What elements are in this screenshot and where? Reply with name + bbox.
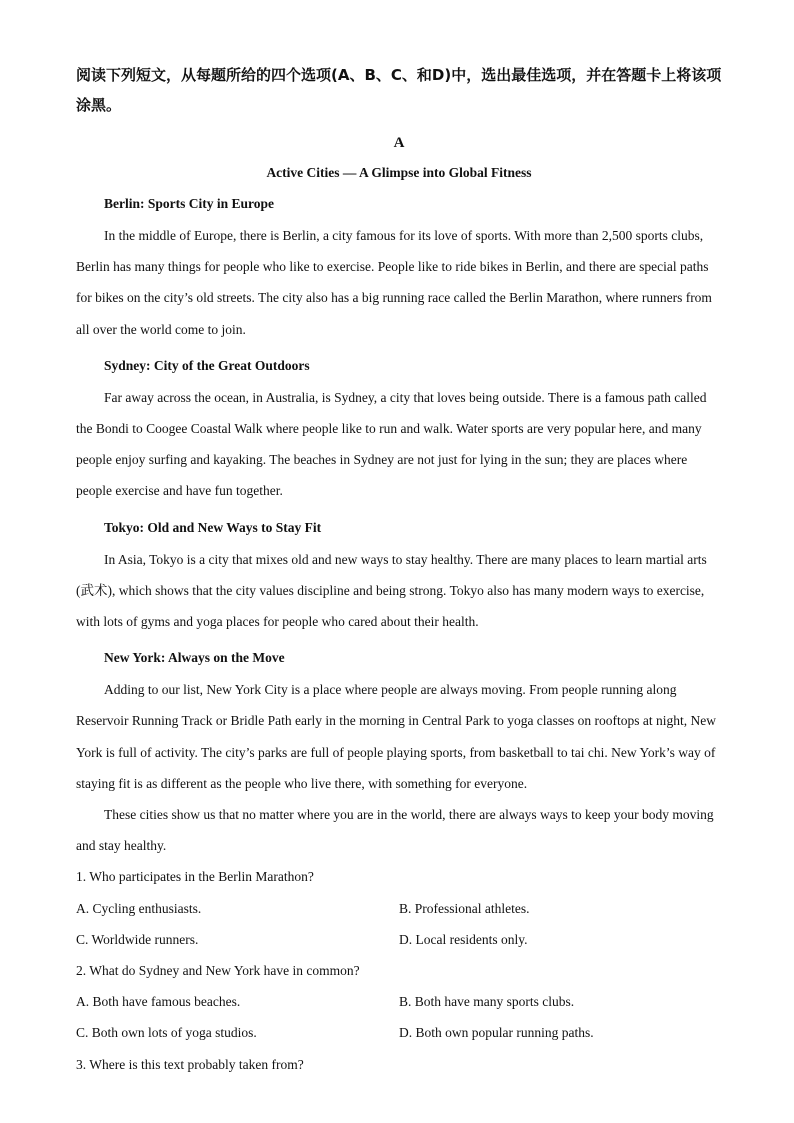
section-text-new-york: Adding to our list, New York City is a place where people are always moving. From people running along Reservoir Running Track or Bridle Path early in the morning in Central Park to yoga classes on rooftops at night, New York is full of activity. The city’s parks are full of people playing sports, from basketball to tai chi. New York’s way of staying fit is as different as the people who live there, with something for everyone. — [76, 682, 717, 791]
section-text-tokyo: In Asia, Tokyo is a city that mixes old and new ways to stay healthy. There are many places to learn martial arts (武术), which shows that the city values discipline and being strong. Tokyo also has many modern ways to exercise, with lots of gyms and yoga places for people who cared about their health. — [76, 551, 707, 630]
passage-title: Active Cities — A Glimpse into Global Fitness — [266, 165, 532, 180]
question-2 — [76, 955, 722, 1049]
option-b[interactable]: B. Professional athletes. — [399, 900, 530, 916]
question-stem: 3. Where is this text probably taken from? — [76, 1056, 304, 1072]
question-stem: 1. Who participates in the Berlin Marathon? — [76, 869, 314, 885]
conclusion-text: These cities show us that no matter where you are in the world, there are always ways to keep your body moving and stay healthy. — [76, 807, 714, 854]
option-c[interactable]: C. Both own lots of yoga studios. — [76, 1025, 257, 1041]
instruction-text: 阅读下列短文，从每题所给的四个选项(A、B、C、和D)中，选出最佳选项，并在答题卡上将该项涂黑。 — [76, 66, 722, 114]
option-a[interactable]: A. Cycling enthusiasts. — [76, 900, 202, 916]
option-d[interactable]: D. Local residents only. — [399, 931, 528, 947]
section-text-berlin: In the middle of Europe, there is Berlin, a city famous for its love of sports. With more than 2,500 sports clubs, Berlin has many things for people who like to exercise. People like to ride bikes in Berlin, and there are special paths for bikes on the city’s old streets. The city also has a big running race called the Berlin Marathon, where runners from all over the world come to join. — [76, 228, 712, 337]
section-heading-sydney: Sydney: City of the Great Outdoors — [104, 357, 310, 373]
section-heading-tokyo: Tokyo: Old and New Ways to Stay Fit — [104, 519, 322, 535]
question-stem: 2. What do Sydney and New York have in common? — [76, 963, 360, 979]
option-b[interactable]: B. Both have many sports clubs. — [399, 994, 575, 1010]
question-3 — [76, 1049, 722, 1080]
option-list — [76, 986, 722, 1048]
question-1 — [76, 861, 722, 955]
section-text-sydney: Far away across the ocean, in Australia, is Sydney, a city that loves being outside. There is a famous path called the Bondi to Coogee Coastal Walk where people like to run and walk. Water sports are very popular here, and many people enjoy surfing and kayaking. The beaches in Sydney are not just for lying in the sun; they are places where people exercise and have fun together. — [76, 389, 707, 499]
document-page — [76, 60, 722, 1080]
section-heading-new-york: New York: Always on the Move — [104, 650, 285, 666]
section-letter: A — [393, 135, 405, 151]
option-list — [76, 893, 722, 955]
section-heading-berlin: Berlin: Sports City in Europe — [104, 196, 275, 211]
option-c[interactable]: C. Worldwide runners. — [76, 931, 199, 947]
option-a[interactable]: A. Both have famous beaches. — [76, 994, 241, 1010]
option-d[interactable]: D. Both own popular running paths. — [399, 1025, 594, 1041]
